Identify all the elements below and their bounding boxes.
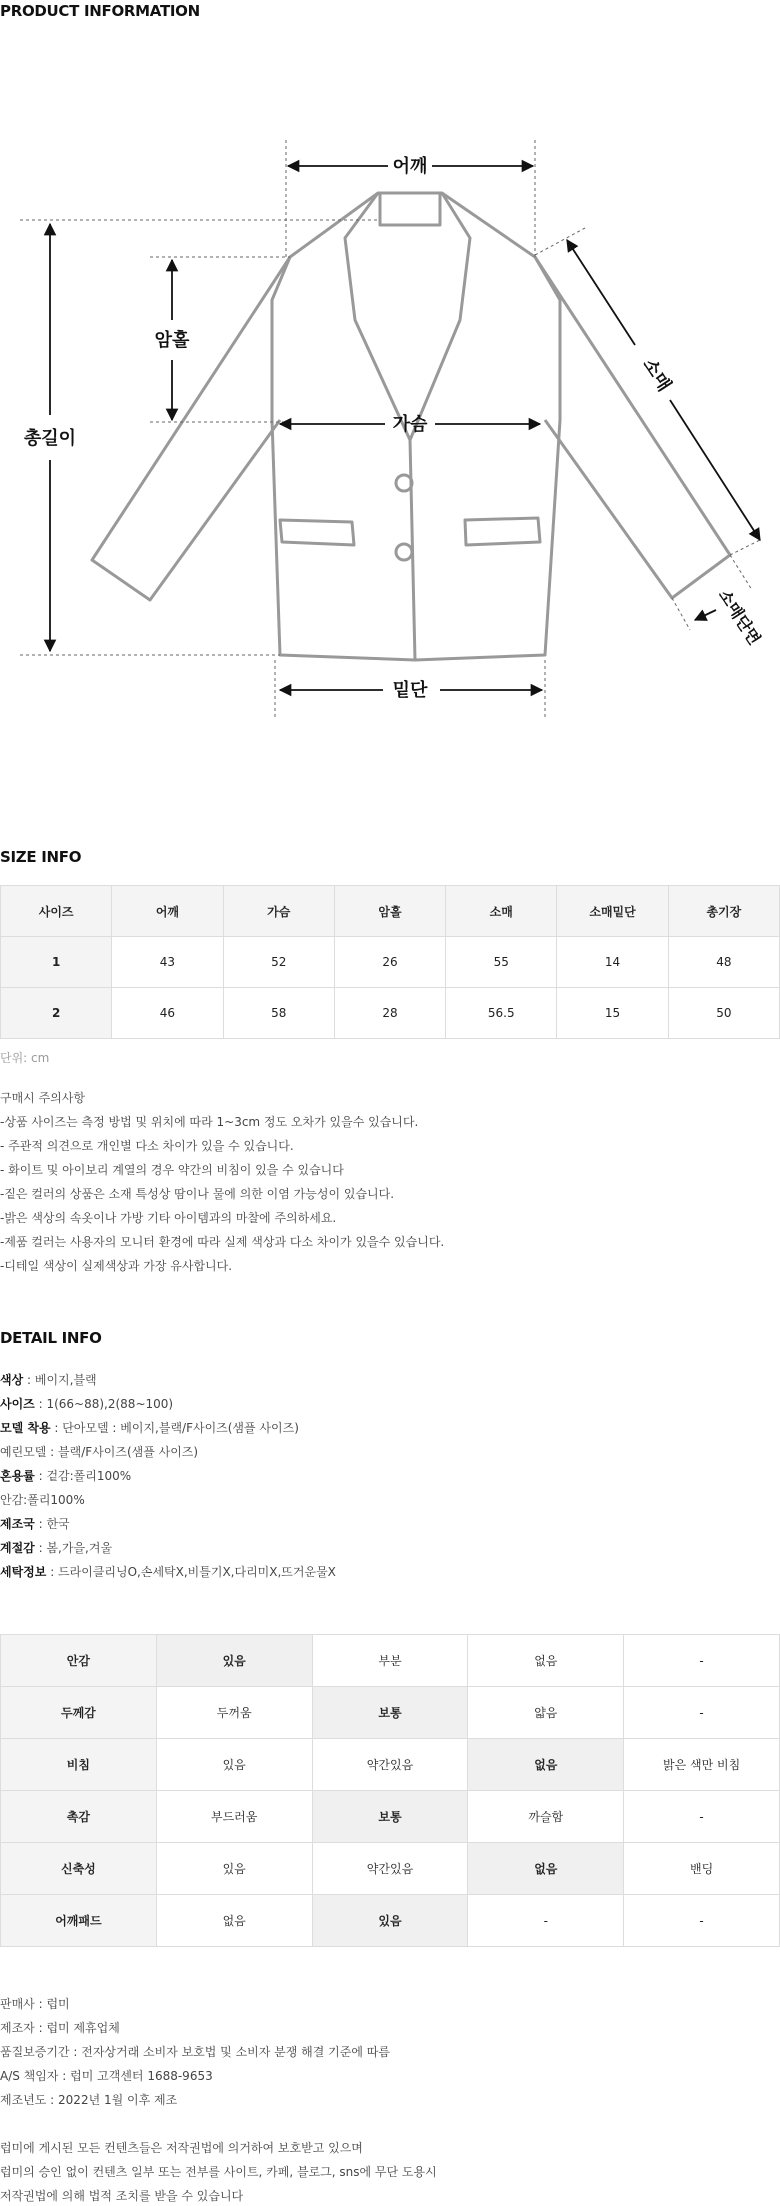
label-sleeve-opening: 소매단면 (714, 585, 765, 649)
unit-note: 단위: cm (0, 1051, 50, 1065)
copyright-line: 럽미에 게시된 모든 컨텐츠들은 저작권법에 의거하여 보호받고 있으며 (0, 2141, 363, 2155)
size-cell: 26 (334, 937, 445, 988)
detail-cell: - (624, 1635, 780, 1687)
detail-row-head: 촉감 (1, 1791, 157, 1843)
detail-cell-selected: 있음 (156, 1635, 312, 1687)
seller-line: 품질보증기간 : 전자상거래 소비자 보호법 및 소비자 분쟁 해결 기준에 따름 (0, 2045, 390, 2059)
size-cell: 14 (557, 937, 668, 988)
label-hem: 밑단 (392, 680, 428, 701)
detail-cell: 있음 (156, 1739, 312, 1791)
detail-line (0, 1539, 112, 1556)
detail-cell-selected: 있음 (312, 1895, 468, 1947)
size-header: 사이즈 (1, 886, 112, 937)
detail-label: 혼용률 (0, 1469, 35, 1483)
detail-value: : 드라이클리닝O,손세탁X,비틀기X,다리미X,뜨거운물X (46, 1565, 336, 1579)
detail-cell: 밝은 색만 비침 (624, 1739, 780, 1791)
size-info-title: SIZE INFO (0, 848, 82, 866)
size-table (0, 885, 780, 1039)
detail-cell: 부분 (312, 1635, 468, 1687)
size-cell: 55 (446, 937, 557, 988)
notes-line: -짙은 컬러의 상품은 소재 특성상 땀이나 물에 의한 이염 가능성이 있습니다. (0, 1187, 395, 1201)
table-row (1, 937, 780, 988)
detail-cell-selected: 보통 (312, 1791, 468, 1843)
size-table-header-row (1, 886, 780, 937)
size-cell: 2 (1, 988, 112, 1039)
table-row (1, 988, 780, 1039)
detail-cell: - (468, 1895, 624, 1947)
table-row (1, 1843, 780, 1895)
detail-info-title: DETAIL INFO (0, 1329, 102, 1347)
seller-line: 판매사 : 럽미 (0, 1997, 70, 2011)
size-cell: 1 (1, 937, 112, 988)
detail-cell-selected: 없음 (468, 1843, 624, 1895)
detail-cell: 부드러움 (156, 1791, 312, 1843)
detail-line (0, 1443, 198, 1460)
detail-row-head: 신축성 (1, 1843, 157, 1895)
detail-label: 사이즈 (0, 1397, 35, 1411)
detail-value: : 단아모델 : 베이지,블랙/F사이즈(샘플 사이즈) (50, 1421, 299, 1435)
detail-label: 색상 (0, 1373, 24, 1387)
size-cell: 48 (668, 937, 779, 988)
detail-line (0, 1491, 85, 1508)
size-header: 총기장 (668, 886, 779, 937)
detail-cell: - (624, 1791, 780, 1843)
size-cell: 50 (668, 988, 779, 1039)
label-armhole: 암홀 (154, 330, 190, 351)
size-cell: 56.5 (446, 988, 557, 1039)
detail-value: : 겉감:폴리100% (34, 1469, 132, 1483)
detail-cell: 없음 (156, 1895, 312, 1947)
notes-line: -디테일 색상이 실제색상과 가장 유사합니다. (0, 1259, 233, 1273)
seller-line: 제조년도 : 2022년 1월 이후 제조 (0, 2093, 178, 2107)
detail-row-head: 어깨패드 (1, 1895, 157, 1947)
detail-line (0, 1395, 173, 1412)
label-sleeve: 소매 (638, 354, 675, 396)
detail-cell: - (624, 1687, 780, 1739)
detail-row-head: 두께감 (1, 1687, 157, 1739)
size-cell: 58 (223, 988, 334, 1039)
size-header: 암홀 (334, 886, 445, 937)
label-total-length: 총길이 (23, 428, 77, 449)
detail-line (0, 1515, 70, 1532)
table-row (1, 1739, 780, 1791)
detail-label: 모델 착용 (0, 1421, 51, 1435)
detail-value: : 1(66~88),2(88~100) (34, 1397, 174, 1411)
detail-cell: - (624, 1895, 780, 1947)
detail-label: 제조국 (0, 1517, 35, 1531)
seller-line: 제조자 : 럽미 제휴업체 (0, 2021, 120, 2035)
detail-label: 계절감 (0, 1541, 35, 1555)
label-chest: 가슴 (392, 414, 428, 435)
notes-line: -상품 사이즈는 측정 방법 및 위치에 따라 1~3cm 정도 오차가 있을수 있습니다. (0, 1115, 419, 1129)
notes-line: 구매시 주의사항 (0, 1091, 85, 1105)
detail-value: 안감:폴리100% (0, 1493, 85, 1507)
detail-line (0, 1563, 336, 1580)
detail-cell: 밴딩 (624, 1843, 780, 1895)
table-row (1, 1687, 780, 1739)
size-cell: 43 (112, 937, 223, 988)
detail-cell: 없음 (468, 1635, 624, 1687)
detail-value: 예린모델 : 블랙/F사이즈(샘플 사이즈) (0, 1445, 199, 1459)
size-cell: 52 (223, 937, 334, 988)
copyright-line: 저작권법에 의해 법적 조치를 받을 수 있습니다 (0, 2189, 244, 2203)
size-cell: 28 (334, 988, 445, 1039)
detail-row-head: 안감 (1, 1635, 157, 1687)
size-header: 가슴 (223, 886, 334, 937)
notes-line: -제품 컬러는 사용자의 모니터 환경에 따라 실제 색상과 다소 차이가 있을수 있습니다. (0, 1235, 445, 1249)
copyright-line: 럽미의 승인 없이 컨텐츠 일부 또는 전부를 사이트, 카페, 블로그, sns에 무단 도용시 (0, 2165, 437, 2179)
detail-row-head: 비침 (1, 1739, 157, 1791)
table-row (1, 1895, 780, 1947)
table-row (1, 1791, 780, 1843)
detail-cell: 까슬함 (468, 1791, 624, 1843)
label-shoulder: 어깨 (392, 156, 428, 177)
detail-cell: 두꺼움 (156, 1687, 312, 1739)
detail-cell: 약간있음 (312, 1739, 468, 1791)
notes-line: - 주관적 의견으로 개인별 다소 차이가 있을 수 있습니다. (0, 1139, 294, 1153)
size-header: 소매 (446, 886, 557, 937)
detail-cell: 얇음 (468, 1687, 624, 1739)
table-row (1, 1635, 780, 1687)
detail-value: : 베이지,블랙 (23, 1373, 97, 1387)
detail-table (0, 1634, 780, 1947)
size-header: 어깨 (112, 886, 223, 937)
product-info-title: PRODUCT INFORMATION (0, 2, 200, 20)
detail-cell: 약간있음 (312, 1843, 468, 1895)
size-cell: 15 (557, 988, 668, 1039)
jacket-size-diagram (0, 40, 780, 740)
detail-value: : 한국 (34, 1517, 70, 1531)
detail-line (0, 1467, 131, 1484)
detail-line (0, 1419, 299, 1436)
detail-line (0, 1371, 97, 1388)
detail-label: 세탁정보 (0, 1565, 47, 1579)
size-cell: 46 (112, 988, 223, 1039)
size-header: 소매밑단 (557, 886, 668, 937)
detail-value: : 봄,가을,겨울 (34, 1541, 113, 1555)
detail-cell-selected: 없음 (468, 1739, 624, 1791)
detail-cell-selected: 보통 (312, 1687, 468, 1739)
notes-line: -밝은 색상의 속옷이나 가방 기타 아이템과의 마찰에 주의하세요. (0, 1211, 337, 1225)
notes-line: - 화이트 및 아이보리 계열의 경우 약간의 비침이 있을 수 있습니다 (0, 1163, 344, 1177)
detail-cell: 있음 (156, 1843, 312, 1895)
seller-line: A/S 책임자 : 럽미 고객센터 1688-9653 (0, 2069, 213, 2083)
